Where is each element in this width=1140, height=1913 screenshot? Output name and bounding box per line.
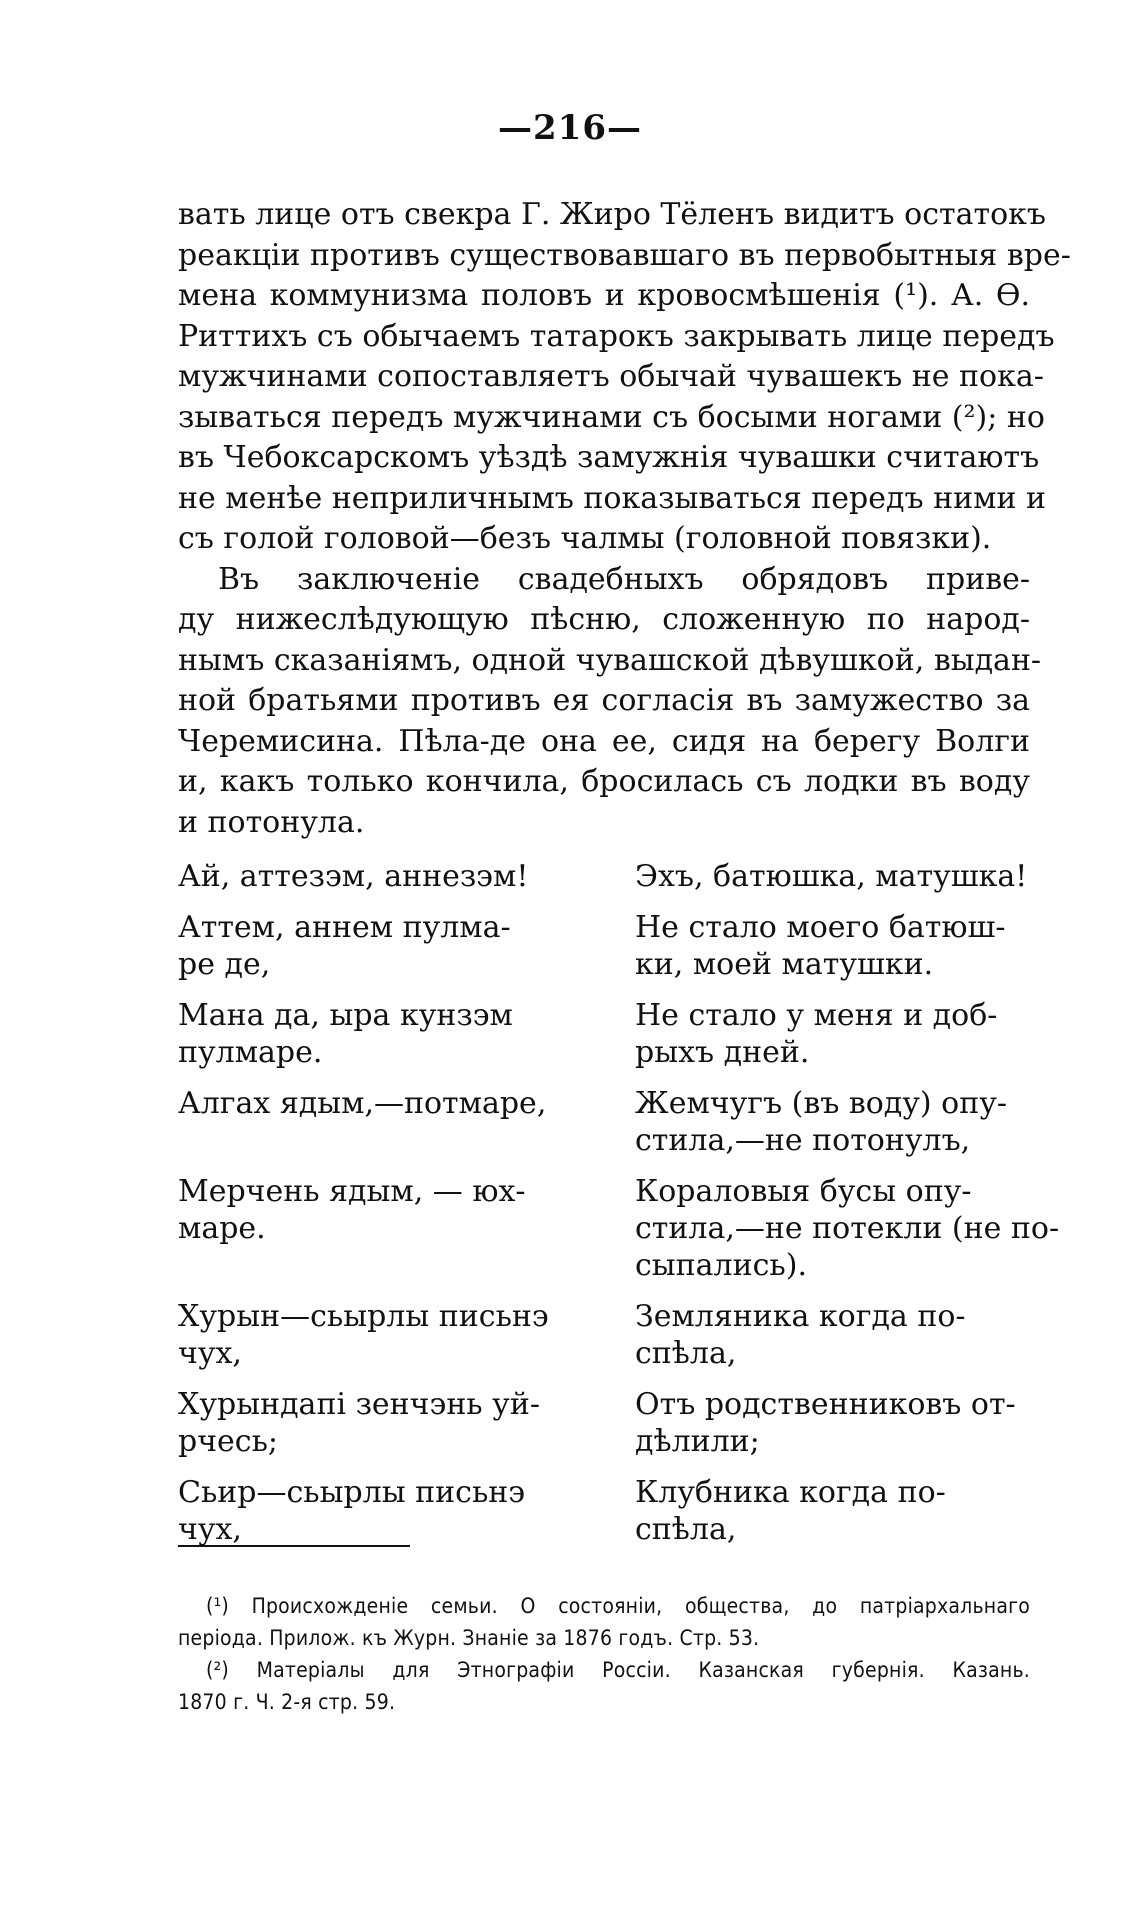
text-line: Риттихъ съ обычаемъ татарокъ закрывать лице передъ — [178, 318, 1055, 354]
verse-line: Кораловыя бусы опу- — [635, 1174, 972, 1209]
verse-line: сыпались). — [635, 1248, 807, 1283]
verse-stanza — [178, 1386, 1030, 1460]
text-line: Въ заключеніе свадебныхъ обрядовъ приве- — [218, 561, 1030, 597]
text-line: въ Чебоксарскомъ уѣздѣ замужнія чувашки считаютъ — [178, 440, 1040, 475]
chuvash-text — [178, 1386, 628, 1460]
verse-line: спѣла, — [635, 1512, 737, 1547]
russian-translation — [635, 858, 1030, 895]
text-line: нымъ сказаніямъ, одной чувашской дѣвушкой, выдан- — [178, 642, 1042, 678]
verse-line: ки, моей матушки. — [635, 947, 934, 982]
verse-line: чух, — [178, 1336, 242, 1371]
chuvash-text — [178, 909, 628, 983]
text-line: не менѣе неприличнымъ показываться передъ ними и — [178, 480, 1046, 516]
chuvash-text — [178, 997, 628, 1071]
verse-line: стила,—не потонулъ, — [635, 1123, 971, 1158]
verse-stanza — [178, 1173, 1060, 1284]
text-line: мужчинами сопоставляетъ обычай чувашекъ не пока- — [178, 359, 1044, 394]
verse-line: Алгах ядым,—потмаре, — [178, 1086, 547, 1121]
verse-line: рчесь; — [178, 1424, 279, 1459]
text-line: ду нижеслѣдующую пѣсню, сложенную по народ- — [178, 602, 1030, 637]
verse-line: Мана да, ыра кунзэм — [178, 998, 513, 1033]
footnote-line: (²) Матеріалы для Этнографіи Россіи. Казанская губернія. Казань. — [206, 1658, 1030, 1682]
text-line: съ голой головой—безъ чалмы (головной повязки). — [178, 521, 992, 556]
verse-line: Мерчень ядым, — юх- — [178, 1174, 526, 1209]
chuvash-text — [178, 858, 628, 895]
verse-line: Хурындапi зенчэнь уй- — [178, 1387, 540, 1422]
chuvash-text — [178, 1085, 628, 1159]
verse-line: Сьир—сьырлы письнэ — [178, 1475, 526, 1510]
russian-translation — [635, 1386, 1030, 1460]
text-line: ной братьями противъ ея согласія въ замужество за — [178, 683, 1030, 718]
chuvash-text — [178, 1298, 628, 1372]
verse-line: Эхъ, батюшка, матушка! — [635, 859, 1028, 894]
verse-line: Хурын—сьырлы письнэ — [178, 1299, 549, 1334]
footnotes — [178, 1590, 1030, 1718]
verse-stanza — [178, 1298, 1030, 1372]
russian-translation — [635, 1173, 1060, 1284]
verse-line: Клубника когда по- — [635, 1475, 946, 1510]
verse-stanza — [178, 858, 1030, 895]
body-text — [178, 195, 1071, 843]
verse-line: пулмаре. — [178, 1035, 323, 1070]
verse-stanza — [178, 1474, 1030, 1548]
verse-stanza — [178, 1085, 1030, 1159]
text-line: Черемисина. Пѣла-де она ее, сидя на берегу Волги — [178, 723, 1030, 759]
text-line: и, какъ только кончила, бросилась съ лодки въ воду — [178, 764, 1030, 799]
russian-translation — [635, 909, 1030, 983]
verse-line: Не стало у меня и доб- — [635, 998, 998, 1033]
page-number: —216— — [498, 108, 642, 148]
verse-line: дѣлили; — [635, 1424, 760, 1459]
text-line: и потонула. — [178, 804, 365, 840]
text-line: вать лице отъ свекра Г. Жиро Тёленъ видитъ остатокъ — [178, 197, 1047, 232]
footnote-divider — [178, 1545, 410, 1547]
verse-stanza — [178, 909, 1030, 983]
text-line: зываться передъ мужчинами съ босыми ногами (²); но — [178, 399, 1045, 435]
footnote-line: (¹) Происхожденіе семьи. О состояніи, общества, до патріархальнаго — [206, 1594, 1030, 1618]
verse-line: маре. — [178, 1211, 266, 1246]
verse-line: Ай, аттезэм, аннезэм! — [178, 859, 529, 894]
russian-translation — [635, 1474, 1030, 1548]
verse-line: рыхъ дней. — [635, 1035, 810, 1070]
russian-translation — [635, 1085, 1030, 1159]
russian-translation — [635, 1298, 1030, 1372]
verse-line: спѣла, — [635, 1336, 737, 1371]
chuvash-text — [178, 1173, 628, 1284]
verse-line: Не стало моего батюш- — [635, 910, 1006, 945]
text-line: мена коммунизма половъ и кровосмѣшенія (¹). А. Ѳ. — [178, 278, 1030, 313]
footnote-line: 1870 г. Ч. 2-я стр. 59. — [178, 1690, 396, 1714]
verse-line: стила,—не потекли (не по- — [635, 1211, 1060, 1246]
verse-line: ре де, — [178, 947, 271, 982]
verse-line: чух, — [178, 1512, 242, 1547]
verse-stanza — [178, 997, 1030, 1071]
russian-translation — [635, 997, 1030, 1071]
verse-line: Жемчугъ (въ воду) опу- — [635, 1086, 1007, 1121]
song-verses — [178, 858, 1060, 1548]
chuvash-text — [178, 1474, 628, 1548]
verse-line: Земляника когда по- — [635, 1299, 966, 1334]
verse-line: Аттем, аннем пулма- — [178, 910, 511, 945]
text-line: реакціи противъ существовавшаго въ первобытныя вре- — [178, 237, 1071, 273]
footnote-line: періода. Прилож. къ Журн. Знаніе за 1876 годъ. Стр. 53. — [178, 1626, 760, 1650]
verse-line: Отъ родственниковъ от- — [635, 1387, 1016, 1422]
